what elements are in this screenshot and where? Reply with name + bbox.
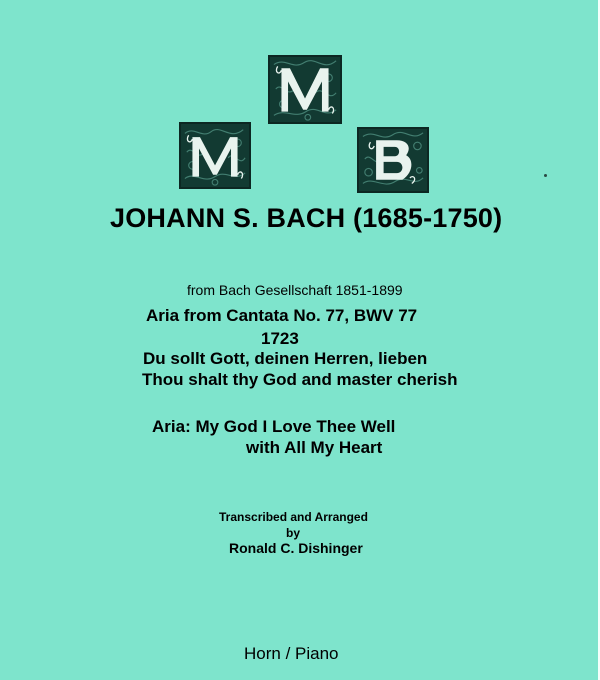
arranger-name: Ronald C. Dishinger xyxy=(229,540,363,556)
english-title-line: Thou shalt thy God and master cherish xyxy=(142,370,458,389)
monogram-m-left-logo xyxy=(179,122,251,189)
by-line: by xyxy=(286,526,301,540)
aria-english-line-2: with All My Heart xyxy=(246,438,383,457)
aria-english-line-1: Aria: My God I Love Thee Well xyxy=(152,417,396,436)
ornate-m-icon xyxy=(181,124,249,187)
german-title-line: Du sollt Gott, deinen Herren, lieben xyxy=(143,349,428,368)
aria-cantata-line: Aria from Cantata No. 77, BWV 77 xyxy=(146,306,418,325)
source-line: from Bach Gesellschaft 1851-1899 xyxy=(187,282,403,298)
monogram-m-top-logo xyxy=(268,55,342,124)
composer-title: JOHANN S. BACH (1685-1750) xyxy=(110,203,503,233)
ornate-m-icon xyxy=(270,57,340,122)
print-speck xyxy=(544,174,547,177)
ornate-b-icon xyxy=(359,129,427,191)
instrumentation-line: Horn / Piano xyxy=(244,644,339,663)
monogram-b-right-logo xyxy=(357,127,429,193)
year-line: 1723 xyxy=(261,329,299,348)
transcribed-line: Transcribed and Arranged xyxy=(219,510,368,524)
